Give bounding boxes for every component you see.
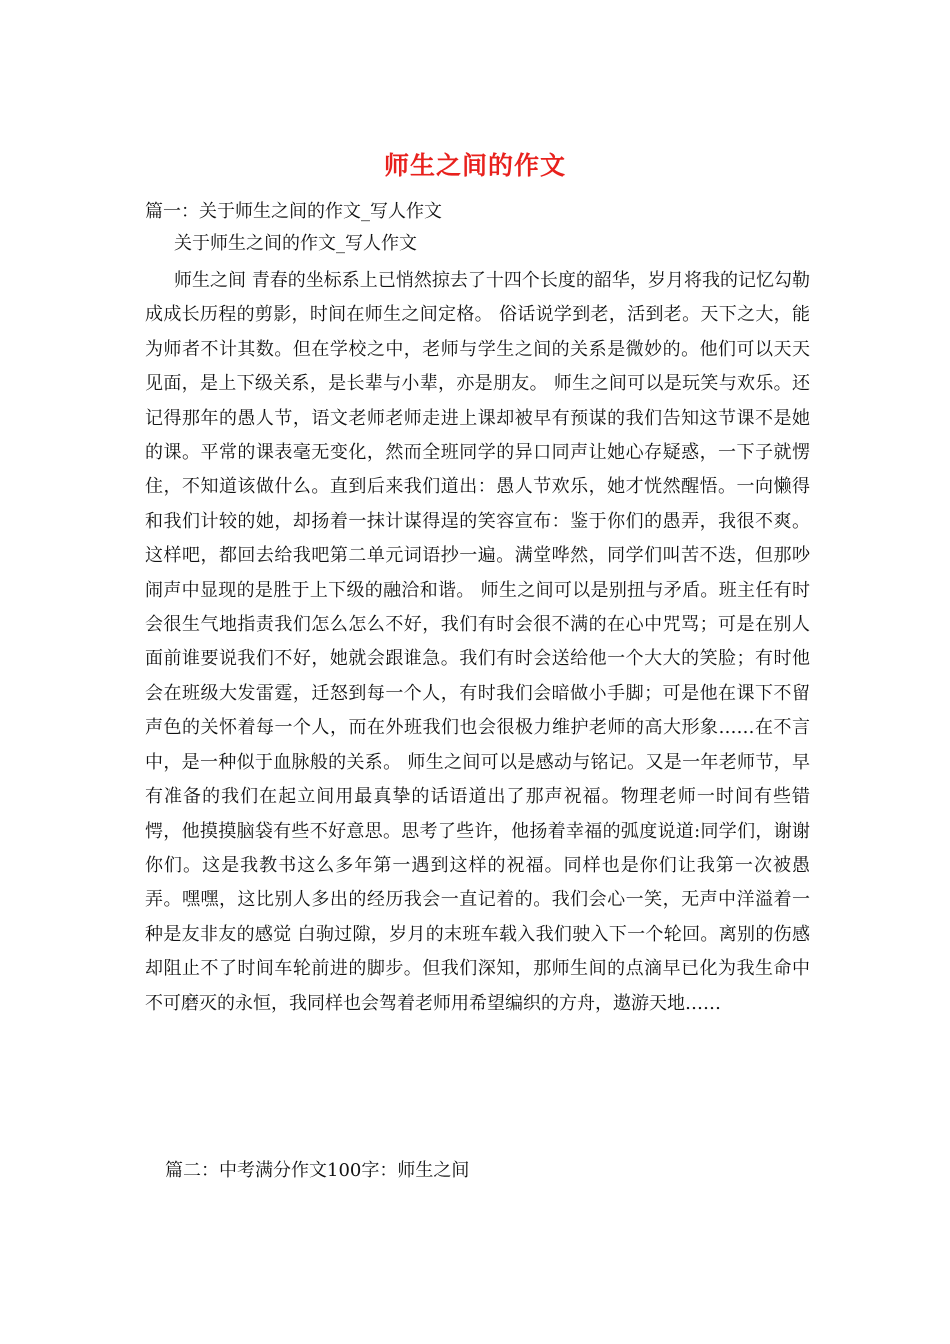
section-2-heading: 篇二：中考满分作文100字：师生之间 bbox=[165, 1160, 470, 1181]
section-1-body: 师生之间 青春的坐标系上已悄然掠去了十四个长度的韶华，岁月将我的记忆勾勒成成长历程的剪影，时间在师生之间定格。 俗话说学到老，活到老。天下之大，能为师者不计其数。但在学校之中，老师与学生之间的关系是微妙的。他们可以天天见面，是上下级关系，是长辈与小辈，亦是朋友。 师生之间可以是玩笑与欢乐。还记得那年的愚人节，语文老师老师走进上课却被早有预谋的我们告知这节课不是她的课。平常的课表毫无变化，然而全班同学的异口同声让她心存疑惑，一下子就愣住，不知道该做什么。直到后来我们道出：愚人节欢乐，她才恍然醒悟。一向懒得和我们计较的她，却扬着一抹计谋得逞的笑容宣布：鉴于你们的愚弄，我很不爽。这样吧，都回去给我吧第二单元词语抄一遍。满堂哗然，同学们叫苦不迭，但那吵闹声中显现的是胜于上下级的融洽和谐。 师生之间可以是别扭与矛盾。班主任有时会很生气地指责我们怎么怎么不好，我们有时会很不满的在心中咒骂；可是在别人面前谁要说我们不好，她就会跟谁急。我们有时会送给他一个大大的笑脸；有时他会在班级大发雷霆，迁怒到每一个人，有时我们会暗做小手脚；可是他在课下不留声色的关怀着每一个人，而在外班我们也会很极力维护老师的高大形象……在不言中，是一种似于血脉般的关系。 师生之间可以是感动与铭记。又是一年老师节，早有准备的我们在起立间用最真挚的话语道出了那声祝福。物理老师一时间有些错愕，他摸摸脑袋有些不好意思。思考了些许，他扬着幸福的弧度说道:同学们，谢谢你们。这是我教书这么多年第一遇到这样的祝福。同样也是你们让我第一次被愚弄。嘿嘿，这比别人多出的经历我会一直记着的。我们会心一笑，无声中洋溢着一种是友非友的感觉 白驹过隙，岁月的末班车载入我们驶入下一个轮回。离别的伤感却阻止不了时间车轮前进的脚步。但我们深知，那师生间的点滴早已化为我生命中不可磨灭的永恒，我同样也会驾着老师用希望编织的方舟，遨游天地…… bbox=[145, 270, 810, 1014]
document-title: 师生之间的作文 bbox=[383, 151, 566, 180]
section-1-heading: 篇一：关于师生之间的作文_写人作文 bbox=[145, 201, 442, 222]
section-1-subheading: 关于师生之间的作文_写人作文 bbox=[174, 233, 417, 254]
